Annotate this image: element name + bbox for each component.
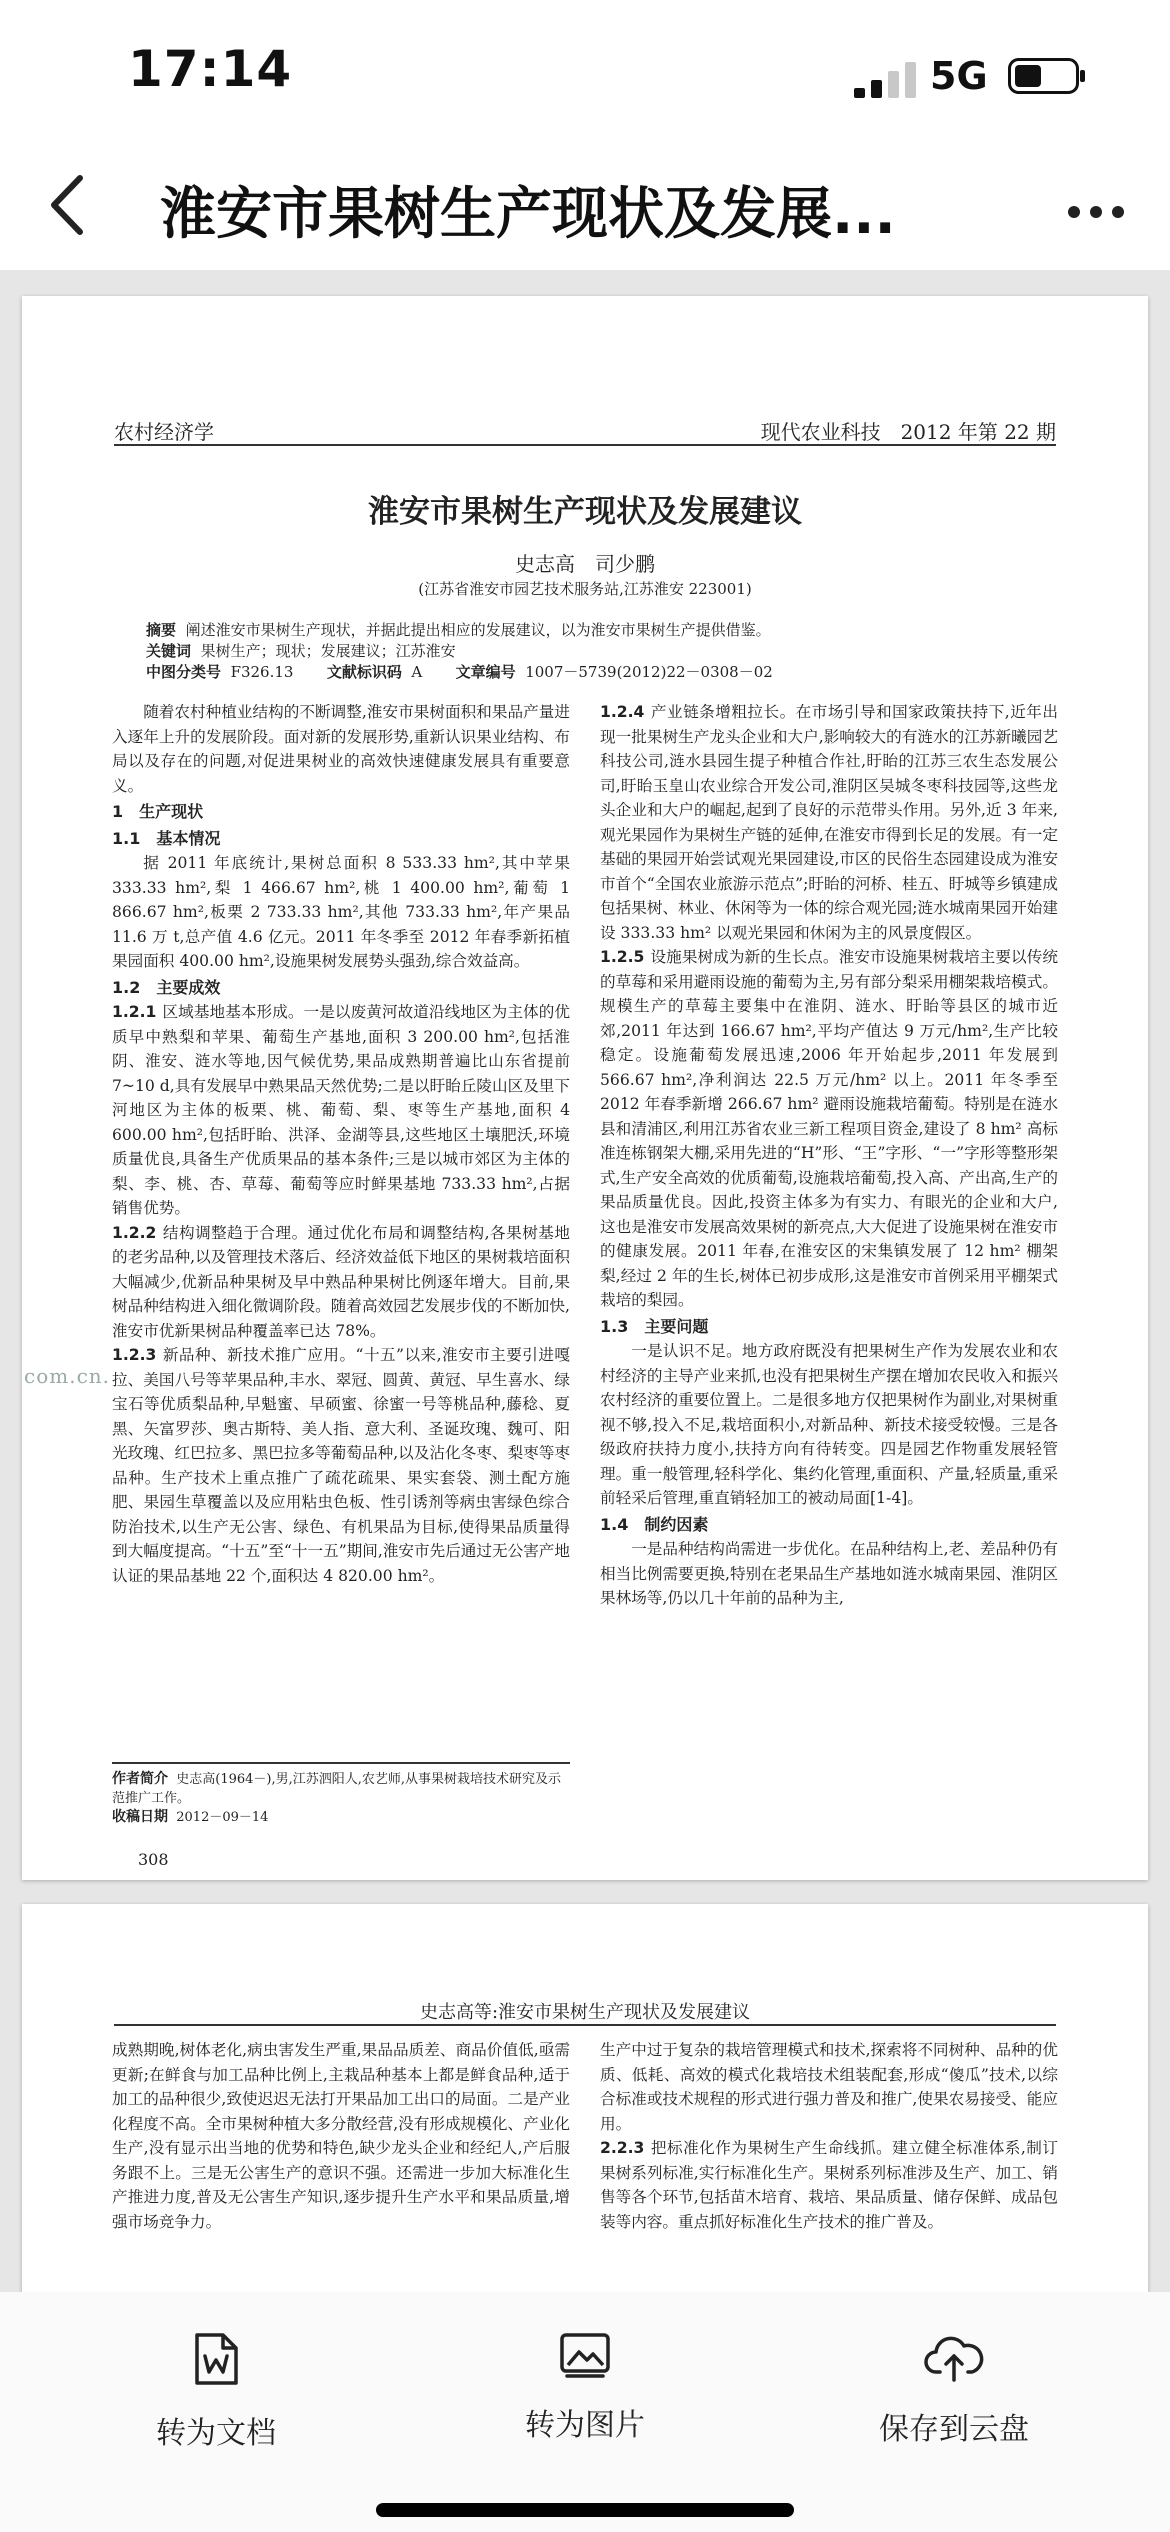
subsection-heading: 1.4 制约因素 — [600, 1514, 709, 1534]
subsub-number: 1.2.4 — [600, 703, 645, 721]
paragraph-text: 结构调整趋于合理。通过优化布局和调整结构,各果树基地的老劣品种,以及管理技术落后、经济效益低下地区的果树栽培面积大幅减少,优新品种果树及早中熟品种果树比例逐年增大。目前,果树品种结构进入细化微调阶段。随着高效园艺发展步伐的不断加快,淮安市优新果树品种覆盖率已达 78%。 — [112, 1223, 570, 1340]
keywords-text: 果树生产；现状；发展建议；江苏淮安 — [200, 642, 456, 660]
convert-to-image-label: 转为图片 — [525, 2408, 645, 2443]
bio-text: 史志高(1964－),男,江苏泗阳人,农艺师,从事果树栽培技术研究及示范推广工作。 — [112, 1772, 562, 1806]
status-bar — [0, 0, 1170, 140]
document-title: 淮安市果树生产现状及发展... — [160, 182, 896, 247]
abstract — [146, 620, 1026, 640]
footnote — [112, 1762, 570, 1827]
word-doc-icon — [193, 2332, 239, 2386]
article-authors: 史志高 司少鹏 — [515, 552, 655, 576]
paragraph-text: 把标准化作为果树生产生命线抓。建立健全标准体系,制订果树系列标准,实行标准化生产。果树系列标准涉及生产、加工、销售等各个环节,包括苗木培育、栽培、果品质量、储存保鲜、成品包装等内容。重点抓好标准化生产技术的推广普及。 — [600, 2139, 1058, 2231]
subsection-heading: 1.1 基本情况 — [112, 828, 221, 848]
article-no-label: 文章编号 — [455, 663, 516, 681]
left-column — [112, 2038, 570, 2234]
paragraph: 生产中过于复杂的栽培管理模式和技术,探索将不同树种、品种的优质、低耗、高效的模式化栽培技术组装配套,形成“傻瓜”技术,以综合标准或技术规程的形式进行强力普及和推广,使果农易接受、能应用。 — [600, 2041, 1058, 2133]
paragraph: 成熟期晚,树体老化,病虫害发生严重,果品品质差、商品价值低,亟需更新;在鲜食与加工品种比例上,主栽品种基本上都是鲜食品种,适于加工的品种很少,致使迟迟无法打开果品加工出口的局面。二是产业化程度不高。全市果树种植大多分散经营,没有形成规模化、产业化生产,没有显示出当地的优势和特色,缺少龙头企业和经纪人,产后服务跟不上。三是无公害生产的意识不强。还需进一步加大标准化生产推进力度,普及无公害生产知识,逐步提升生产水平和果品质量,增强市场竞争力。 — [112, 2041, 570, 2231]
paragraph: 据 2011 年底统计,果树总面积 8 533.33 hm²,其中苹果 333.33 hm²,梨 1 466.67 hm²,桃 1 400.00 hm²,葡萄 1 866.67 hm²,板栗 2 733.33 hm²,其他 733.33 hm²,年产果品 11.6 万 t,总产值 4.6 亿元。2011 年冬季至 2012 年春季新拓植果园面积 400.00 hm²,设施果树发展势头强劲,综合效益高。 — [112, 854, 570, 970]
save-to-cloud-button[interactable] — [804, 2332, 1104, 2472]
cloud-upload-icon — [924, 2332, 984, 2382]
status-time: 17:14 — [128, 40, 293, 98]
keywords — [146, 641, 1026, 661]
convert-to-doc-button[interactable] — [66, 2332, 366, 2472]
article-affiliation: (江苏省淮安市园艺技术服务站,江苏淮安 223001) — [418, 580, 752, 598]
paragraph — [600, 2136, 1058, 2234]
home-indicator[interactable] — [376, 2503, 794, 2517]
paragraph-text: 区域基地基本形成。一是以废黄河故道沿线地区为主体的优质早中熟梨和苹果、葡萄生产基地,面积 3 200.00 hm²,包括淮阴、淮安、涟水等地,因气候优势,果品成熟期普遍比山东省提前 7~10 d,具有发展早中熟果品天然优势;二是以盱眙丘陵山区及里下河地区为主体的板栗、桃、葡萄、梨、枣等生产基地,面积 4 600.00 hm²,包括盱眙、洪泽、金湖等县,这些地区土壤肥沃,环境质量优良,具备生产优质果品的基本条件;三是以城市郊区为主体的梨、李、桃、杏、草莓、葡萄等应时鲜果基地 733.33 hm²,占据销售优势。 — [112, 1003, 570, 1217]
abstract-text: 阐述淮安市果树生产现状，并据此提出相应的发展建议，以为淮安市果树生产提供借鉴。 — [185, 621, 771, 639]
paragraph: 一是认识不足。地方政府既没有把果树生产作为发展农业和农村经济的主导产业来抓,也没有把果树生产摆在增加农民收入和振兴农村经济的重要位置上。二是很多地方仅把果树作为副业,对果树重视不够,投入不足,栽培面积小,对新品种、新技术接受较慢。三是各级政府扶持力度小,扶持方向有待转变。四是园艺作物重发展轻管理。重一般管理,轻科学化、集约化管理,重面积、产量,轻质量,重采前轻采后管理,重直销轻加工的被动局面[1-4]。 — [600, 1342, 1058, 1507]
section-heading: 1 生产现状 — [112, 802, 204, 821]
subsub-number: 2.2.3 — [600, 2139, 645, 2157]
save-to-cloud-label: 保存到云盘 — [879, 2412, 1029, 2447]
paragraph — [112, 1343, 570, 1588]
received-label: 收稿日期 — [112, 1809, 168, 1825]
ellipsis-icon[interactable] — [1066, 202, 1126, 222]
nav-bar — [0, 140, 1170, 270]
running-head-right: 现代农业科技 2012 年第 22 期 — [760, 420, 1056, 444]
paragraph — [600, 700, 1058, 945]
convert-to-doc-label: 转为文档 — [156, 2416, 276, 2451]
abstract-label: 摘要 — [146, 621, 177, 639]
image-icon — [559, 2332, 611, 2378]
subsection-heading: 1.3 主要问题 — [600, 1316, 709, 1336]
article-title: 淮安市果树生产现状及发展建议 — [368, 494, 802, 530]
subsub-number: 1.2.5 — [600, 948, 645, 966]
class-label: 中图分类号 — [146, 663, 222, 681]
signal-icon — [852, 62, 922, 98]
paragraph — [112, 1000, 570, 1221]
paragraph-text: 新品种、新技术推广应用。“十五”以来,淮安市主要引进嘎拉、美国八号等苹果品种,丰水、翠冠、圆黄、黄冠、早生喜水、绿宝石等优质梨品种,早魁蜜、早硕蜜、徐蜜一号等桃品种,藤稔、夏黑、矢富罗莎、奥古斯特、美人指、意大利、圣诞玫瑰、魏可、阳光玫瑰、红巴拉多、黑巴拉多等葡萄品种,以及沾化冬枣、梨枣等枣品种。生产技术上重点推广了疏花疏果、果实套袋、测土配方施肥、果园生草覆盖以及应用粘虫色板、性引诱剂等病虫害绿色综合防治技术,以生产无公害、绿色、有机果品为目标,使得果品质量得到大幅度提高。“十五”至“十一五”期间,淮安市先后通过无公害产地认证的果品基地 22 个,面积达 4 820.00 hm²。 — [112, 1346, 570, 1585]
running-head — [114, 414, 1056, 446]
paragraph-text: 产业链条增粗拉长。在市场引导和国家政策扶持下,近年出现一批果树生产龙头企业和大户,影响较大的有涟水的江苏新曦园艺科技公司,涟水县园生提子种植合作社,盱眙的江苏三农生态发展公司,盱眙玉皇山农业综合开发公司,淮阴区吴城冬枣科技园等,这些龙头企业和大户的崛起,起到了良好的示范带头作用。另外,近 3 年来,观光果园作为果树生产链的延伸,在淮安市得到长足的发展。有一定基础的果园开始尝试观光果园建设,市区的民俗生态园建设成为淮安市首个“全国农业旅游示范点”;盱眙的河桥、桂五、盱城等乡镇建成包括果树、林业、休闲等为一体的综合观光园;涟水城南果园开始建设 333.33 hm² 以观光果园和休闲为主的风景度假区。 — [600, 703, 1058, 942]
doc-code: A — [411, 663, 423, 681]
chevron-left-icon[interactable] — [40, 170, 100, 240]
paragraph — [112, 1221, 570, 1344]
running-head: 史志高等:淮安市果树生产现状及发展建议 — [114, 1998, 1056, 2026]
right-column — [600, 2038, 1058, 2234]
article-no: 1007－5739(2012)22－0308－02 — [525, 663, 773, 681]
watermark-text: com.cn. — [24, 1364, 111, 1388]
page-number: 308 — [138, 1850, 169, 1869]
network-label: 5G — [930, 54, 988, 98]
left-column — [112, 700, 570, 1588]
paragraph-text: 设施果树成为新的生长点。淮安市设施果树栽培主要以传统的草莓和采用避雨设施的葡萄为主,另有部分梨采用棚架栽培模式。规模生产的草莓主要集中在淮阴、涟水、盱眙等县区的城市近郊,2011 年达到 166.67 hm²,平均产值达 9 万元/hm²,生产比较稳定。设施葡萄发展迅速,2006 年开始起步,2011 年发展到 566.67 hm²,净利润达 22.5 万元/hm² 以上。2011 年冬季至 2012 年春季新增 266.67 hm² 避雨设施栽培葡萄。特别是在涟水县和清浦区,利用江苏省农业三新工程项目资金,建设了 8 hm² 高标准连栋钢架大棚,采用先进的“H”形、“王”字形、“一”字形等整形架式,生产安全高效的优质葡萄,设施栽培葡萄,投入高、产出高,生产的果品质量优良。因此,投资主体多为有实力、有眼光的企业和大户,这也是淮安市发展高效果树的新亮点,大大促进了设施果树在淮安市的健康发展。2011 年春,在淮安区的宋集镇发展了 12 hm² 棚架梨,经过 2 年的生长,树体已初步成形,这是淮安市首例采用平棚架式栽培的梨园。 — [600, 948, 1058, 1309]
classification — [146, 662, 1026, 682]
bio-label: 作者简介 — [112, 1771, 168, 1787]
document-viewer[interactable] — [0, 270, 1170, 2292]
convert-to-image-button[interactable] — [435, 2332, 735, 2472]
paragraph — [600, 945, 1058, 1313]
document-page-2 — [22, 1904, 1148, 2292]
paragraph: 一是品种结构尚需进一步优化。在品种结构上,老、差品种仍有相当比例需要更换,特别在老果品生产基地如涟水城南果园、淮阴区果林场等,仍以几十年前的品种为主, — [600, 1540, 1058, 1607]
doc-code-label: 文献标识码 — [326, 663, 402, 681]
subsub-number: 1.2.2 — [112, 1223, 157, 1242]
subsub-number: 1.2.1 — [112, 1003, 157, 1021]
keywords-label: 关键词 — [146, 642, 192, 660]
class-no: F326.13 — [230, 663, 294, 681]
subsub-number: 1.2.3 — [112, 1346, 157, 1364]
intro-paragraph: 随着农村种植业结构的不断调整,淮安市果树面积和果品产量进入逐年上升的发展阶段。面对新的发展形势,重新认识果业结构、布局以及存在的问题,对促进果树业的高效快速健康发展具有重要意义。 — [112, 703, 570, 795]
battery-icon — [1008, 58, 1086, 94]
running-head-left: 农村经济学 — [114, 420, 214, 444]
received-date — [112, 1808, 570, 1827]
subsection-heading: 1.2 主要成效 — [112, 977, 221, 997]
author-bio — [112, 1770, 570, 1808]
right-column — [600, 700, 1058, 1611]
bottom-toolbar — [0, 2292, 1170, 2532]
received-text: 2012－09－14 — [176, 1810, 269, 1825]
document-page-1 — [22, 296, 1148, 1880]
